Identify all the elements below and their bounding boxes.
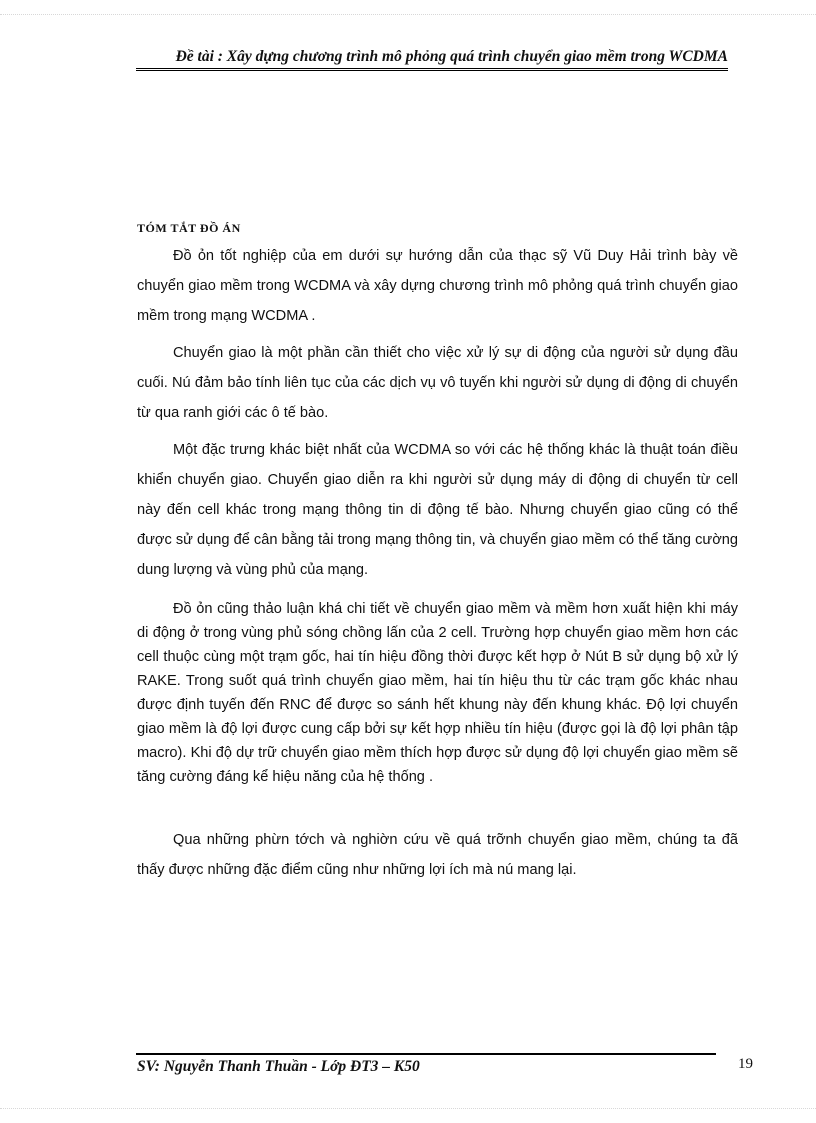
header-rule-double [136, 70, 728, 71]
footer-rule [136, 1053, 716, 1055]
document-header-title: Đề tài : Xây dựng chương trình mô phỏng quá trình chuyển giao mềm trong WCDMA [175, 48, 728, 65]
page-number: 19 [738, 1056, 753, 1072]
paragraph-5: Qua những phừn tớch và nghiờn cứu về quá trỡnh chuyển giao mềm, chúng ta đã thấy được những đặc điểm cũng như những lợi ích mà nú mang lại. [137, 832, 738, 878]
footer-student-info: SV: Nguyễn Thanh Thuần - Lớp ĐT3 – K50 [137, 1058, 420, 1075]
paragraph-2: Chuyển giao là một phần cần thiết cho việc xử lý sự di động của người sử dụng đầu cuối. Nú đảm bảo tính liên tục của các dịch vụ vô tuyến khi người sử dụng di động di chuyển từ qua ranh giới các ô tế bào. [137, 345, 738, 421]
header-rule [136, 68, 728, 69]
paragraph-3: Một đặc trưng khác biệt nhất của WCDMA so với các hệ thống khác là thuật toán điều khiển chuyển giao. Chuyển giao diễn ra khi người sử dụng máy di động di chuyển từ cell này đến cell khác trong mạng thông tin di động tế bào. Nhưng chuyển giao cũng có thể được sử dụng để cân bằng tải trong mạng thông tin, và chuyển giao mềm có thể tăng cường dung lượng và vùng phủ của mạng. [137, 442, 738, 578]
paragraph-1: Đồ ỏn tốt nghiệp của em dưới sự hướng dẫn của thạc sỹ Vũ Duy Hải trình bày về chuyển giao mềm trong WCDMA và xây dựng chương trình mô phỏng quá trình chuyển giao mềm trong mạng WCDMA . [137, 248, 738, 324]
paragraph-4: Đồ ỏn cũng thảo luận khá chi tiết về chuyển giao mềm và mềm hơn xuất hiện khi máy di động ở trong vùng phủ sóng chồng lấn của 2 cell. Trường hợp chuyển giao mềm hơn các cell thuộc cùng một trạm gốc, hai tín hiệu đồng thời được kết hợp ở Nút B sử dụng bộ xử lý RAKE. Trong suốt quá trình chuyển giao mềm, hai tín hiệu thu từ các trạm gốc khác nhau được định tuyến đến RNC để được so sánh hết khung này đến khung khác. Độ lợi chuyển giao mềm là độ lợi được cung cấp bởi sự kết hợp nhiều tín hiệu (được gọi là độ lợi phân tập macro). Khi độ dự trữ chuyển giao mềm thích hợp được sử dụng độ lợi chuyển giao mềm sẽ tăng cường đáng kể hiệu năng của hệ thống . [137, 601, 738, 785]
page-bottom-margin-line [0, 1108, 816, 1109]
page-top-margin-line [0, 14, 816, 15]
section-heading: TÓM TẮT ĐỒ ÁN [137, 221, 241, 235]
